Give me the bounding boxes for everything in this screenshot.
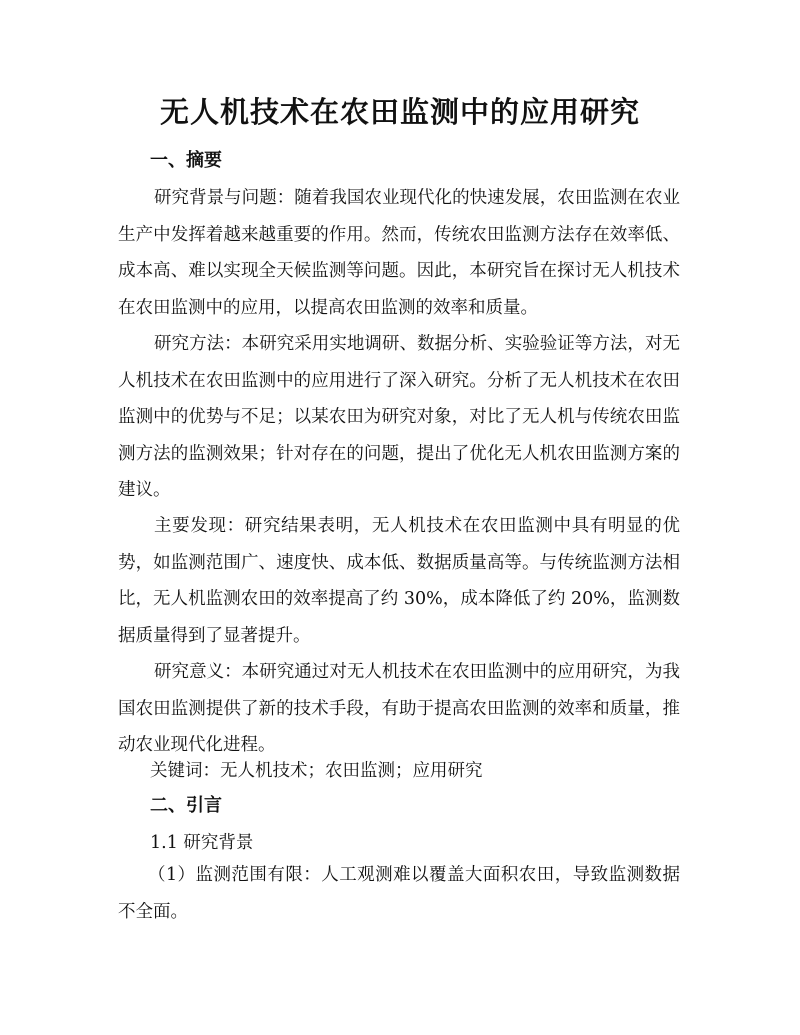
keywords-line: 关键词：无人机技术；农田监测；应用研究 — [150, 761, 483, 781]
abstract-paragraph-significance: 研究意义：本研究通过对无人机技术在农田监测中的应用研究，为我国农田监测提供了新的技术手段，有助于提高农田监测的效率和质量，推动农业现代化进程。 — [118, 662, 680, 756]
abstract-paragraph-methods: 研究方法：本研究采用实地调研、数据分析、实验验证等方法，对无人机技术在农田监测中的应用进行了深入研究。分析了无人机技术在农田监测中的优势与不足；以某农田为研究对象，对比了无人机与传统农田监测方法的监测效果；针对存在的问题，提出了优化无人机农田监测方案的建议。 — [118, 334, 680, 501]
abstract-heading: 一、摘要 — [150, 150, 222, 171]
section-subheading: 1.1 研究背景 — [150, 833, 254, 853]
document-title: 无人机技术在农田监测中的应用研究 — [159, 95, 640, 129]
abstract-paragraph-findings: 主要发现：研究结果表明，无人机技术在农田监测中具有明显的优势，如监测范围广、速度快、成本低、数据质量高等。与传统监测方法相比，无人机监测农田的效率提高了约 30%，成本降低了约 20%，监测数据质量得到了显著提升。 — [118, 516, 680, 646]
intro-paragraph: （1）监测范围有限：人工观测难以覆盖大面积农田，导致监测数据不全面。 — [118, 865, 680, 922]
abstract-paragraph-background: 研究背景与问题：随着我国农业现代化的快速发展，农田监测在农业生产中发挥着越来越重要的作用。然而，传统农田监测方法存在效率低、成本高、难以实现全天候监测等问题。因此，本研究旨在探讨无人机技术在农田监测中的应用，以提高农田监测的效率和质量。 — [118, 188, 680, 318]
introduction-heading: 二、引言 — [150, 795, 222, 816]
